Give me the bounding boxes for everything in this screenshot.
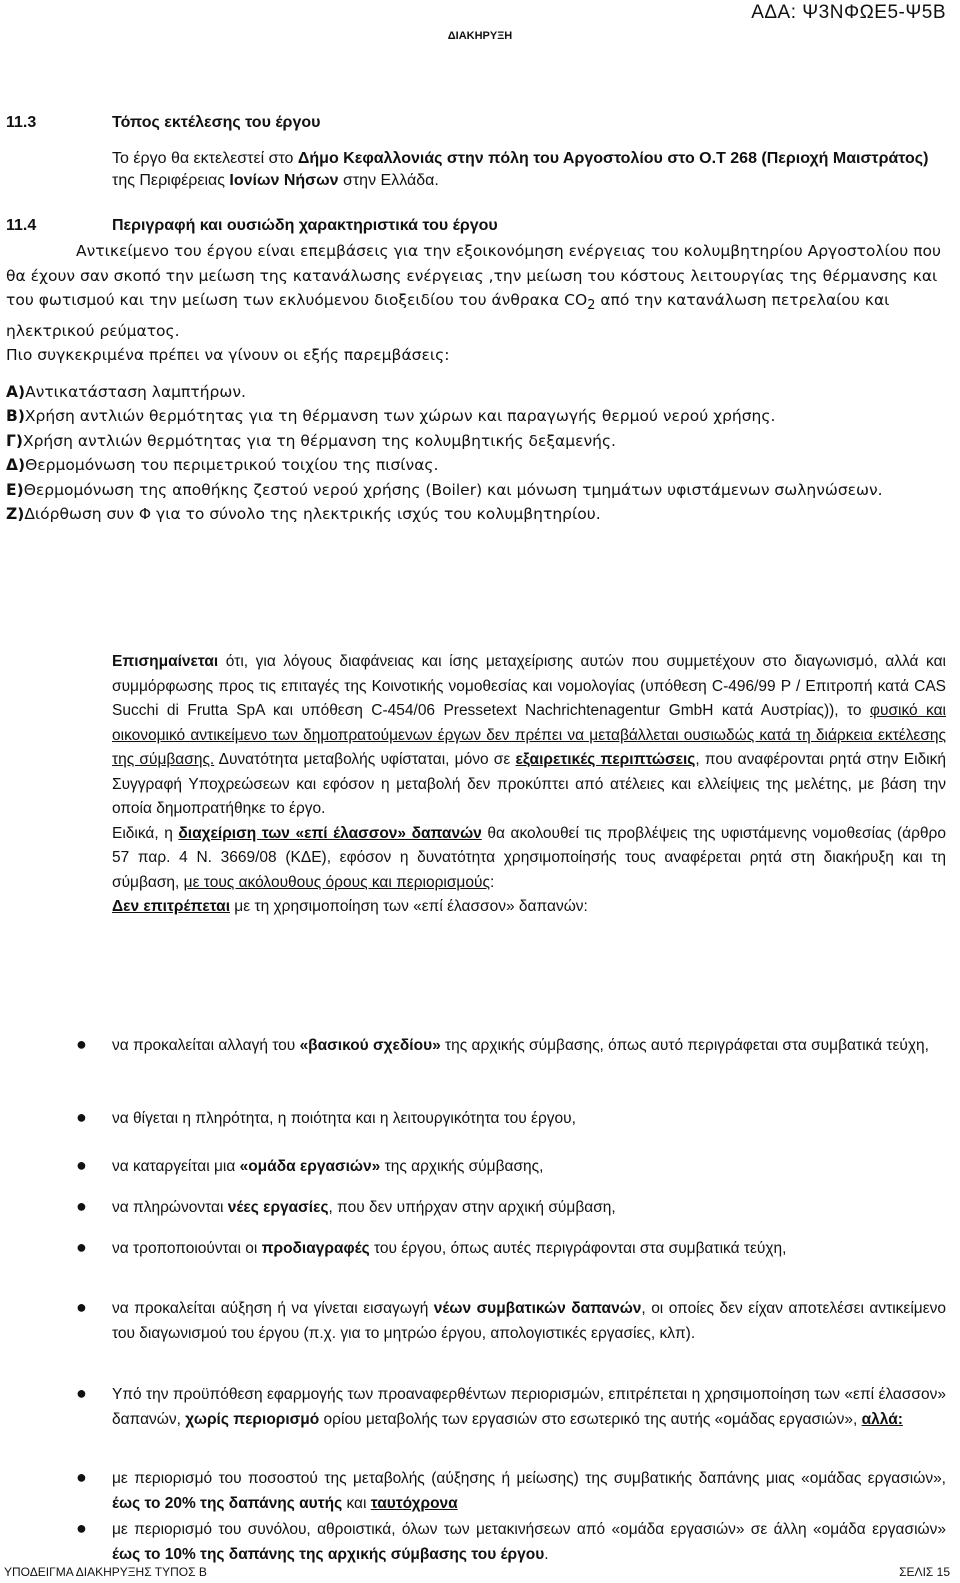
list-item (6, 478, 954, 503)
text-fragment: με περιορισμό του ποσοστού της μεταβολής (αύξησης ή μείωσης) της συμβατικής δαπάνης μιας «ομάδας εργασιών», (112, 1470, 946, 1487)
text-bold-underlined: διαχείριση των «επί έλασσον» δαπανών (178, 824, 482, 842)
text-fragment: της αρχικής σύμβασης, (380, 1158, 544, 1175)
item-letter: Β) (6, 407, 25, 426)
text-bold: προδιαγραφές (261, 1240, 370, 1257)
bullet-icon: ● (76, 1518, 87, 1538)
notice-paragraph-3 (112, 895, 946, 920)
text-fragment: να προκαλείται αύξηση ή να γίνεται εισαγωγή (112, 1300, 434, 1317)
text-bold-underlined: Δεν επιτρέπεται (112, 898, 230, 915)
notice-block (112, 650, 946, 920)
text-bold: έως το 10% της δαπάνης της αρχικής σύμβασης του έργου (112, 1545, 545, 1563)
bullet-item (112, 1034, 946, 1059)
text-fragment: , οι οποίες δεν είχαν αποτελέσει αντικείμενο του διαγωνισμού του έργου (π.χ. για το μητρώο έργου, απολογιστικές εργασίες, κλπ). (112, 1300, 946, 1342)
bullet-item (112, 1467, 946, 1516)
text-fragment: με τη χρησιμοποίηση των «επί έλασσον» δαπανών: (230, 898, 588, 915)
item-text: Θερμομόνωση του περιμετρικού τοιχίου της πισίνας. (25, 456, 439, 475)
item-letter: Ε) (6, 480, 24, 499)
section-11-3-text (112, 148, 948, 192)
text-fragment: της Περιφέρειας (112, 172, 230, 189)
section-11-3-number: 11.3 (6, 114, 37, 131)
text-bold: «βασικού σχεδίου» (299, 1037, 441, 1054)
text-bold-underlined: ταυτόχρονα (370, 1494, 458, 1512)
item-letter: Α) (6, 382, 26, 401)
list-item (6, 502, 954, 527)
text-fragment: , που δεν υπήρχαν στην αρχική σύμβαση, (328, 1199, 616, 1216)
bullet-item (112, 1155, 946, 1180)
text-bold: έως το 20% της δαπάνης αυτής (112, 1494, 343, 1512)
section-11-4-number: 11.4 (6, 217, 37, 234)
text-fragment: να θίγεται η πληρότητα, η ποιότητα και η λειτουργικότητα του έργου, (112, 1110, 576, 1127)
text-bold: χωρίς περιορισμό (185, 1410, 320, 1428)
list-item (6, 404, 954, 429)
text-fragment: Το έργο θα εκτελεστεί στο (112, 150, 298, 167)
section-11-4-title: Περιγραφή και ουσιώδη χαρακτηριστικά του έργου (112, 217, 498, 234)
item-text: Διόρθωση συν Φ για το σύνολο της ηλεκτρικής ισχύς του κολυμβητηρίου. (24, 505, 601, 524)
text-bold: Ιονίων Νήσων (229, 172, 339, 189)
text-fragment: Αντικείμενο του έργου είναι επεμβάσεις για την εξοικονόμηση ενέργειας του κολυμβητηρίου Αργοστολίου που θα έχουν σαν σκοπό την μείωση της κατανάλωσης ενέργειας ,την μείωση του κόστους λειτουργίας της θέρμανσης και του φωτισμού και την μείωση των εκλυόμενου διοξειδίου του άνθρακα CO (6, 242, 941, 309)
subscript: 2 (587, 298, 596, 314)
text-fragment: στην Ελλάδα. (338, 172, 439, 189)
bullet-icon: ● (76, 1297, 87, 1317)
item-letter: Γ) (6, 431, 23, 450)
text-underlined: φυσικό και οικονομικό αντικείμενο των δημοπρατούμενων έργων δεν πρέπει να μεταβάλλεται ουσιωδώς κατά τη διάρκεια εκτέλεσης της σύμβασης. (112, 702, 946, 768)
text-fragment: από την κατανάλωση πετρελαίου και ηλεκτρικού ρεύματος. (6, 291, 890, 340)
ada-code: ΑΔΑ: Ψ3ΝΦΩΕ5-Ψ5Β (751, 2, 946, 23)
intro-paragraph (6, 239, 954, 343)
intro-2: Πιο συγκεκριμένα πρέπει να γίνουν οι εξής παρεμβάσεις: (6, 346, 450, 365)
text-underlined: με τους ακόλουθους όρους και περιορισμούς (183, 873, 490, 891)
notice-paragraph-2 (112, 822, 946, 896)
item-text: Αντικατάσταση λαμπτήρων. (25, 382, 246, 401)
bullet-icon: ● (76, 1383, 87, 1403)
text-fragment: θα ακολουθεί τις προβλέψεις της υφιστάμενης νομοθεσίας (άρθρο 57 παρ. 4 Ν. 3669/08 (ΚΔΕ), εφόσον η δυνατότητα χρησιμοποίησής τους αναφέρεται ρητά στη διακήρυξη και τη σύμβαση, (112, 824, 946, 891)
footer-page-number: ΣΕΛΙΣ 15 (899, 1565, 950, 1579)
text-fragment: και (342, 1494, 371, 1512)
item-text: Θερμομόνωση της αποθήκης ζεστού νερού χρήσης (Boiler) και μόνωση τμημάτων υφιστάμενων σωληνώσεων. (23, 480, 883, 499)
list-item (6, 453, 954, 478)
text-fragment: να τροποποιούνται οι (112, 1240, 262, 1257)
text-bold: Επισημαίνεται (112, 653, 219, 670)
section-11-3-title: Τόπος εκτέλεσης του έργου (112, 114, 321, 131)
text-fragment: Ειδικά, η (112, 824, 179, 842)
text-fragment: ότι, για λόγους διαφάνειας και ίσης μεταχείρισης αυτών που συμμετέχουν στο διαγωνισμό, αλλά και συμμόρφωσης προς τις επιταγές της Κοινοτικής νομοθεσίας και νομολογίας (υπόθεση C-496/99 P / Επιτροπή κατά CAS Succhi di Frutta SpA και υπόθεση C-454/06 Pressetext Nachrichtenagentur GmbH κατά Αυστρίας)), το (112, 653, 946, 719)
bullet-icon: ● (76, 1034, 87, 1054)
item-text: Χρήση αντλιών θερμότητας για τη θέρμανση των χώρων και παραγωγής θερμού νερού χρήσης. (24, 407, 776, 426)
bullet-item (112, 1383, 946, 1432)
bullet-item (112, 1297, 946, 1346)
text-bold: «ομάδα εργασιών» (239, 1158, 381, 1175)
list-item (6, 380, 954, 405)
text-bold: νέες εργασίες (227, 1199, 329, 1216)
bullet-icon: ● (76, 1196, 87, 1216)
text-fragment: : (489, 873, 495, 891)
text-fragment: ορίου μεταβολής των εργασιών στο εσωτερικό της αυτής «ομάδας εργασιών», (319, 1410, 862, 1428)
notice-paragraph-1 (112, 650, 946, 822)
text-fragment: της αρχικής σύμβασης, όπως αυτό περιγράφεται στα συμβατικά τεύχη, (440, 1037, 929, 1054)
page-header: ΔΙΑΚΗΡΥΞΗ (447, 30, 513, 42)
text-fragment: να καταργείται μια (112, 1158, 240, 1175)
item-text: Χρήση αντλιών θερμότητας για τη θέρμανση της κολυμβητικής δεξαμενής. (22, 431, 616, 450)
text-fragment: . (544, 1545, 549, 1563)
text-fragment: Δυνατότητα μεταβολής υφίσταται, μόνο σε (214, 751, 516, 768)
bullet-item (112, 1237, 946, 1262)
text-bold: Δήμο Κεφαλλονιάς στην πόλη του Αργοστολίου στο Ο.Τ 268 (Περιοχή Μαιστράτος) (297, 150, 929, 167)
bullet-item (112, 1196, 946, 1221)
text-fragment: να πληρώνονται (112, 1199, 228, 1216)
text-fragment: να προκαλείται αλλαγή του (112, 1037, 300, 1054)
text-bold-underlined: εξαιρετικές περιπτώσεις (515, 751, 696, 768)
bullet-icon: ● (76, 1107, 87, 1127)
bullet-icon: ● (76, 1237, 87, 1257)
footer-left: ΥΠΟΔΕΙΓΜΑ ΔΙΑΚΗΡΥΞΗΣ ΤΥΠΟΣ Β (4, 1565, 207, 1579)
bullet-icon: ● (76, 1467, 87, 1487)
section-11-4-body (6, 239, 954, 527)
bullet-item (112, 1107, 946, 1132)
item-letter: Ζ) (6, 505, 25, 524)
bullet-item (112, 1518, 946, 1567)
list-item (6, 429, 954, 454)
text-fragment: με περιορισμό του συνόλου, αθροιστικά, όλων των μετακινήσεων από «ομάδα εργασιών» σε άλλη «ομάδα εργασιών» (112, 1521, 946, 1538)
bullet-icon: ● (76, 1155, 87, 1175)
text-fragment: , που αναφέρονται ρητά στην Ειδική Συγγραφή Υποχρεώσεων και εφόσον η μεταβολή δεν προκύπτει από ατέλειες και ελλείψεις της μελέτης, με βάση την οποία δημοπρατήθηκε το έργο. (112, 751, 946, 817)
text-fragment: Υπό την προϋπόθεση εφαρμογής των προαναφερθέντων περιορισμών, επιτρέπεται η χρησιμοποίηση των «επί έλασσον» δαπανών, (112, 1386, 946, 1428)
text-bold-underlined: αλλά: (861, 1410, 903, 1428)
item-letter: Δ) (6, 456, 26, 475)
text-bold: νέων συμβατικών δαπανών (433, 1300, 642, 1317)
text-fragment: του έργου, όπως αυτές περιγράφονται στα συμβατικά τεύχη, (369, 1240, 787, 1257)
